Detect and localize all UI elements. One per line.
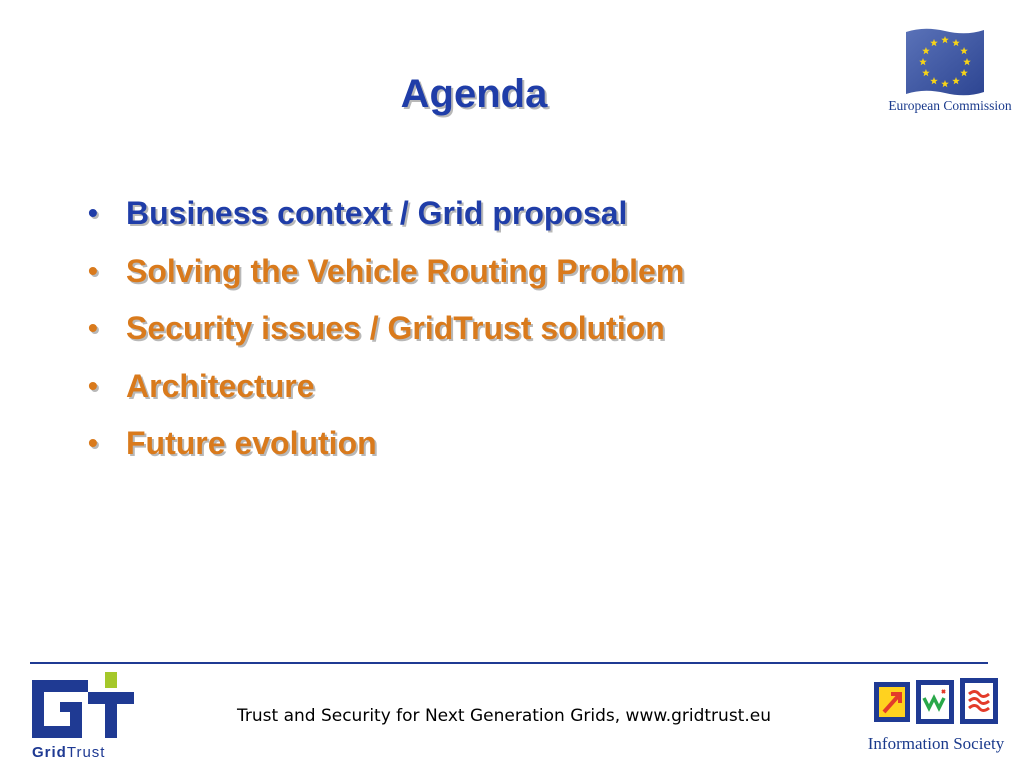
bullet-icon: • [88,254,98,286]
footer-divider [30,662,988,664]
agenda-item-architecture [84,363,684,421]
agenda-item-business-context [84,190,684,248]
gridtrust-wordmark [32,744,105,761]
gridtrust-wordmark-grid: Grid [32,744,67,761]
agenda-item-label: Future evolution [126,425,377,461]
agenda-item-label: Solving the Vehicle Routing Problem [126,252,685,289]
information-society-boxes-icon [872,676,1000,730]
agenda-item-label: Business context / Grid proposal [126,195,628,231]
bullet-icon: • [88,369,98,401]
bullet-icon: • [88,427,98,458]
agenda-item-security-issues [84,305,684,363]
information-society-label: Information Society [867,734,1005,753]
european-commission-logo [876,26,1024,120]
gridtrust-logo [26,670,136,766]
gridtrust-mark-icon [26,670,136,742]
agenda-item-future-evolution [84,420,684,478]
european-commission-label: European Commission [888,98,1012,113]
agenda-item-label: Architecture [126,367,315,404]
eu-flag-icon [902,26,988,98]
bullet-icon: • [88,197,98,228]
slide-title: Agenda [400,72,548,116]
gridtrust-wordmark-trust: Trust [66,744,106,761]
bullet-icon: • [88,312,98,343]
information-society-logo [850,676,1022,766]
agenda-list [84,190,684,478]
agenda-item-label: Security issues / GridTrust solution [126,310,665,346]
agenda-item-vehicle-routing [84,248,684,306]
footer-text: Trust and Security for Next Generation Grids, www.gridtrust.eu [237,706,771,726]
